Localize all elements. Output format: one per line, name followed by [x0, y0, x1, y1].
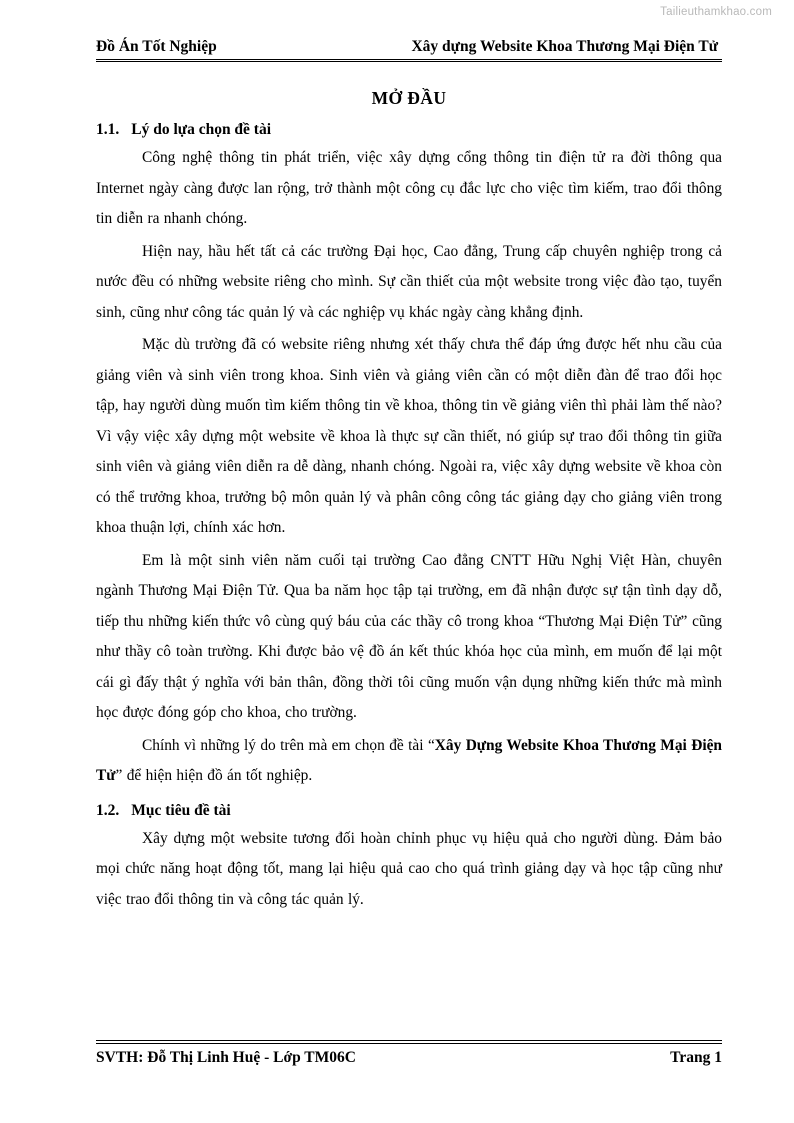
section-heading-1	[96, 121, 722, 139]
watermark-text: Tailieuthamkhao.com	[660, 6, 772, 18]
page-title: MỞ ĐẦU	[371, 88, 447, 108]
final-para-before: Chính vì những lý do trên mà em chọn đề tài “	[142, 736, 435, 754]
paragraph: Công nghệ thông tin phát triển, việc xây dựng cổng thông tin điện tử ra đời thông qua Internet ngày càng được lan rộng, trở thành một công cụ đắc lực cho việc tìm kiếm, trao đổi thông tin diễn ra nhanh chóng.	[96, 149, 722, 227]
page-number: Trang 1	[670, 1048, 722, 1066]
header-rule-bottom	[96, 61, 722, 62]
paragraph-with-bold-title	[96, 731, 722, 792]
running-header	[96, 38, 722, 59]
final-para-after: ” để hiện hiện đồ án tốt nghiệp.	[115, 767, 313, 784]
section-title-1: Lý do lựa chọn đề tài	[131, 121, 272, 138]
footer-left-text: SVTH: Đỗ Thị Linh Huệ - Lớp TM06C	[96, 1048, 356, 1066]
footer-rule-top	[96, 1040, 722, 1041]
section-number-1: 1.1.	[96, 121, 120, 138]
paragraph: Xây dựng một website tương đối hoàn chỉnh phục vụ hiệu quả cho người dùng. Đảm bảo mọi chức năng hoạt động tốt, mang lại hiệu quả cao cho quá trình giảng dạy và học tập cũng như việc trao đổi thông tin và công tác quản lý.	[96, 829, 722, 908]
paragraph: Hiện nay, hầu hết tất cả các trường Đại học, Cao đẳng, Trung cấp chuyên nghiệp trong cả nước đều có những website riêng cho mình. Sự cần thiết của một website trong việc đào tạo, tuyển sinh, cũng như công tác quản lý và các nghiệp vụ khác ngày càng khẳng định.	[96, 242, 722, 321]
paragraph: Mặc dù trường đã có website riêng nhưng xét thấy chưa thể đáp ứng được hết nhu cầu của giảng viên và sinh viên trong khoa. Sinh viên và giảng viên cần có một diễn đàn để trao đổi học tập, hay người dùng muốn tìm kiếm thông tin về khoa, thông tin về giảng viên thì phải làm thế nào? Vì vậy việc xây dựng một website về khoa là thực sự cần thiết, nó giúp sự trao đổi thông tin giữa sinh viên và giảng viên diễn ra dễ dàng, nhanh chóng. Ngoài ra, việc xây dựng website về khoa còn có thể trưởng khoa, trưởng bộ môn quản lý và phân công công tác giảng dạy cho giảng viên trong khoa thuận lợi, chính xác hơn.	[96, 336, 722, 536]
header-left-text: Đồ Án Tốt Nghiệp	[96, 38, 217, 55]
header-right-text: Xây dựng Website Khoa Thương Mại Điện Tử	[411, 38, 718, 55]
section-heading-2	[96, 802, 722, 820]
header-rule-top	[96, 59, 722, 60]
footer-row	[96, 1044, 722, 1067]
final-para-bold: Xây Dựng Website Khoa Thương Mại Điện Tử	[96, 736, 722, 784]
running-footer	[96, 1040, 722, 1067]
section-title-2: Mục tiêu đề tài	[131, 801, 231, 819]
section-number-2: 1.2.	[96, 801, 120, 819]
paragraph: Em là một sinh viên năm cuối tại trường Cao đẳng CNTT Hữu Nghị Việt Hàn, chuyên ngành Thương Mại Điện Tử. Qua ba năm học tập tại trường, em đã nhận được sự tận tình dạy dỗ, tiếp thu những kiến thức vô cùng quý báu của các thầy cô trong khoa “Thương Mại Điện Tử” cũng như thầy cô toàn trường. Khi được bảo vệ đồ án kết thúc khóa học của mình, em muốn để lại một cái gì đấy thật ý nghĩa với bản thân, đồng thời tôi cũng muốn vận dụng những kiến thức mà mình học được đóng góp cho khoa, cho trường.	[96, 551, 722, 721]
document-content	[96, 38, 722, 915]
